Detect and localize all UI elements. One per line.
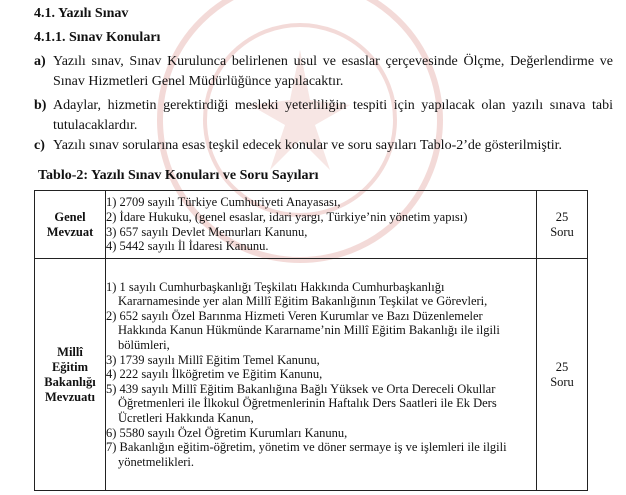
category-line: Millî — [57, 344, 83, 359]
topic-item: 3) 657 sayılı Devlet Memurları Kanunu, — [106, 224, 308, 239]
topic-item-line: Hakkında Kanun Hükmünde Kararname’nin Millî Eğitim Bakanlığı ile ilgili — [118, 323, 500, 338]
topic-item-line: yönetmelikleri. — [118, 454, 195, 469]
topic-item-line: Ücretleri Hakkında Kanun, — [118, 410, 254, 425]
paragraph-a — [34, 52, 614, 96]
category-line: Genel — [54, 209, 86, 224]
category-line: Mevzuat — [46, 224, 94, 239]
question-count-cell — [537, 191, 588, 259]
question-unit: Soru — [550, 374, 574, 389]
topic-item-line: 6) 5580 sayılı Özel Öğretim Kurumları Kanunu, — [106, 425, 348, 440]
paragraph-text: Yazılı sınav sorularına esas teşkil edecek konular ve soru sayıları Tablo-2’de gösterilmiştir. — [53, 138, 562, 153]
question-unit: Soru — [550, 224, 574, 239]
paragraph-c — [34, 136, 614, 158]
question-count-cell — [537, 259, 588, 491]
table-caption: Tablo-2: Yazılı Sınav Konuları ve Soru Sayıları — [38, 168, 319, 183]
subsection-heading: 4.1.1. Sınav Konuları — [34, 30, 161, 45]
paragraph-label: b) — [34, 98, 47, 113]
topic-item: 4) 5442 sayılı İl İdaresi Kanunu. — [106, 239, 269, 254]
topic-item-line: Kararnamesinde yer alan Millî Eğitim Bakanlığının Teşkilat ve Görevleri, — [118, 294, 488, 309]
category-line: Eğitim — [51, 359, 89, 374]
topic-item: 1) 2709 sayılı Türkiye Cumhuriyeti Anayasası, — [106, 195, 341, 210]
paragraph-label: a) — [34, 54, 46, 69]
paragraph-label: c) — [34, 138, 45, 153]
topic-item-line: 4) 222 sayılı İlköğretim ve Eğitim Kanunu, — [106, 367, 323, 382]
topic-item-line: bölümleri, — [118, 338, 170, 353]
topics-cell — [106, 259, 537, 491]
topic-item-line: 5) 439 sayılı Millî Eğitim Bakanlığına Bağlı Yüksek ve Orta Dereceli Okullar — [106, 381, 496, 396]
category-line: Bakanlığı — [44, 374, 96, 389]
paragraph-text: Yazılı sınav, Sınav Kurulunca belirlenen usul ve esaslar çerçevesinde Ölçme, Değerlendirme ve Sınav Hizmetleri Genel Müdürlüğünce yapılacaktır. — [53, 54, 613, 89]
category-cell — [35, 191, 106, 259]
table-row — [35, 191, 588, 259]
question-count: 25 — [555, 359, 569, 374]
category-line: Mevzuatı — [45, 389, 95, 404]
topic-item-line: 7) Bakanlığın eğitim-öğretim, yönetim ve döner sermaye iş ve işlemleri ile ilgili — [106, 440, 507, 455]
exam-topics-table — [34, 190, 588, 491]
topic-item: 2) İdare Hukuku, (genel esaslar, idari yargı, Türkiye’nin yönetim yapısı) — [106, 209, 468, 224]
paragraph-b — [34, 96, 614, 140]
topic-item-line: 3) 1739 sayılı Millî Eğitim Temel Kanunu, — [106, 352, 320, 367]
paragraph-text: Adaylar, hizmetin gerektirdiği mesleki yeterliliğin tespiti için yapılacak olan yazılı sınava tabi tutulacaklardır. — [53, 98, 613, 133]
table-row — [35, 259, 588, 491]
topics-cell — [106, 191, 537, 259]
question-count: 25 — [555, 209, 569, 224]
category-cell — [35, 259, 106, 491]
topic-item-line: 2) 652 sayılı Özel Barınma Hizmeti Veren Kurumlar ve Bazı Düzenlemeler — [106, 308, 483, 323]
section-heading: 4.1. Yazılı Sınav — [34, 6, 129, 21]
topic-item-line: 1) 1 sayılı Cumhurbaşkanlığı Teşkilatı Hakkında Cumhurbaşkanlığı — [106, 279, 445, 294]
topic-item-line: Öğretmenleri ile İlkokul Öğretmenlerinin Haftalık Ders Saatleri ile Ek Ders — [118, 396, 497, 411]
